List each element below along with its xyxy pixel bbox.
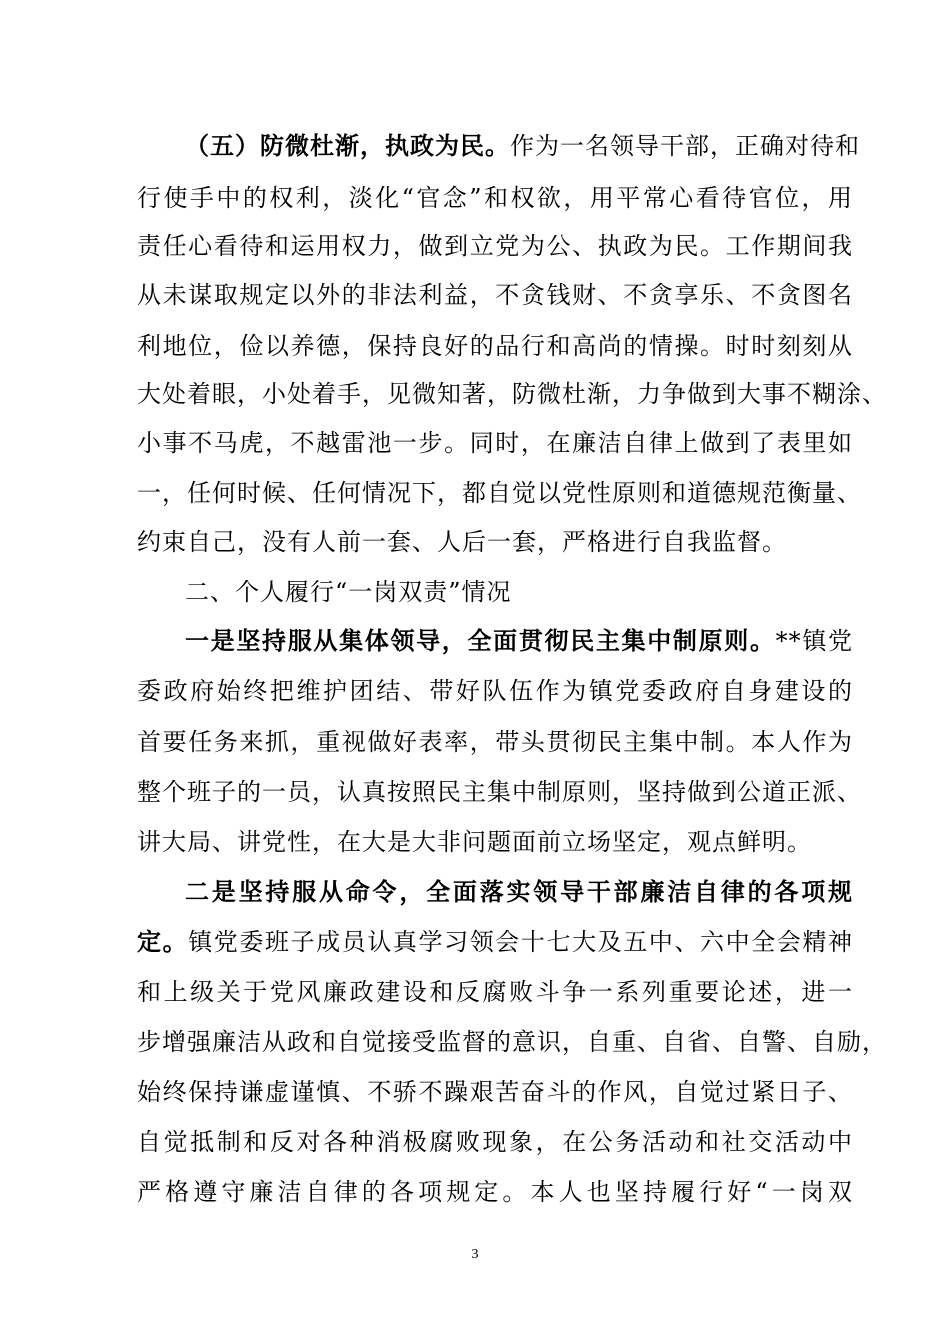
text-line: 行使手中的权利，淡化“官念”和权欲，用平常心看待官位，用 <box>137 184 853 212</box>
bold-lead: 一是坚持服从集体领导，全面贯彻民主集中制原则。 <box>185 626 776 655</box>
text-line: 讲大局、讲党性，在大是大非问题面前立场坚定，观点鲜明。 <box>137 828 812 856</box>
text-line: 利地位，俭以养德，保持良好的品行和高尚的情操。时时刻刻从 <box>137 332 853 360</box>
text-line: 和上级关于党风廉政建设和反腐败斗争一系列重要论述，进一 <box>137 978 853 1006</box>
text-line <box>137 918 853 966</box>
text-line: 责任心看待和运用权力，做到立党为公、执政为民。工作期间我 <box>137 232 853 260</box>
text-line: 自觉抵制和反对各种消极腐败现象，在公务活动和社交活动中 <box>137 1128 853 1156</box>
line-text: 作为一名领导干部，正确对待和 <box>510 132 860 160</box>
page-number: 3 <box>471 1247 479 1262</box>
text-line: 约束自己，没有人前一套、人后一套，严格进行自我监督。 <box>137 528 787 556</box>
line-text: **镇党 <box>775 627 854 655</box>
text-line: 首要任务来抓，重视做好表率，带头贯彻民主集中制。本人作为 <box>137 728 853 756</box>
bold-lead: 二是坚持服从命令，全面落实领导干部廉洁自律的各项规 <box>185 877 853 906</box>
line-text: 镇党委班子成员认真学习领会十七大及五中、六中全会精神 <box>188 928 854 956</box>
text-line: 步增强廉洁从政和自觉接受监督的意识，自重、自省、自警、自励， <box>137 1028 887 1056</box>
text-line: 一，任何时候、任何情况下，都自觉以党性原则和道德规范衡量、 <box>137 479 862 507</box>
bold-lead: （五）防微杜渐，执政为民。 <box>185 131 510 160</box>
text-line <box>185 868 853 916</box>
text-line: 始终保持谦虚谨慎、不骄不躁艰苦奋斗的作风，自觉过紧日子、 <box>137 1078 853 1106</box>
text-line: 整个班子的一员，认真按照民主集中制原则，坚持做到公道正派、 <box>137 778 862 806</box>
text-line: 严格遵守廉洁自律的各项规定。本人也坚持履行好“一岗双 <box>137 1178 853 1206</box>
text-line <box>185 122 860 170</box>
text-line: 大处着眼，小处着手，见微知著，防微杜渐，力争做到大事不糊涂、 <box>137 380 887 408</box>
text-line: 小事不马虎，不越雷池一步。同时，在廉洁自律上做到了表里如 <box>137 429 853 457</box>
text-line: 委政府始终把维护团结、带好队伍作为镇党委政府自身建设的 <box>137 677 853 705</box>
text-line <box>185 617 853 665</box>
bold-lead: 定。 <box>137 927 189 956</box>
section-heading: 二、个人履行“一岗双责”情况 <box>185 578 512 606</box>
text-line: 从未谋取规定以外的非法利益，不贪钱财、不贪享乐、不贪图名 <box>137 281 853 309</box>
